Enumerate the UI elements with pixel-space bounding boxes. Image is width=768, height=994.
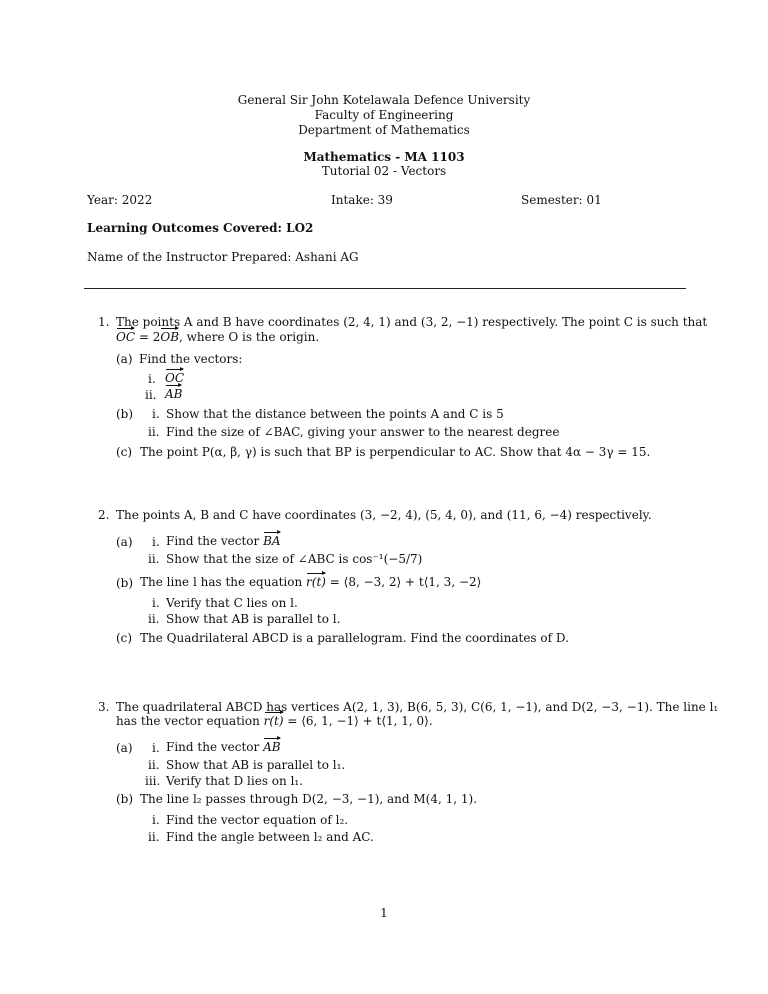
part-label: (a) (116, 741, 133, 755)
part-label: (c) (116, 631, 133, 645)
university-name: General Sir John Kotelawala Defence University (237, 93, 531, 107)
subpart-text: Verify that D lies on l₁. (166, 774, 304, 788)
subpart-text: Show that AB is parallel to l. (166, 612, 341, 626)
subpart-label: iii. (145, 774, 161, 788)
subpart-text: Find the vector AB (166, 737, 281, 754)
question-stem: The points A, B and C have coordinates (3, −2, 4), (5, 4, 0), and (11, 6, −4) respectively. (116, 508, 652, 522)
subpart-label: i. (152, 596, 160, 610)
subpart-label: i. (152, 535, 160, 549)
faculty-name: Faculty of Engineering (314, 108, 454, 122)
subpart-label: i. (148, 372, 156, 386)
vector-oc: OC (165, 368, 184, 384)
vector-ab: AB (165, 384, 182, 400)
header-divider (84, 288, 686, 289)
vector-ba: BA (263, 531, 280, 547)
subpart-label: ii. (148, 758, 160, 772)
semester-label: Semester: 01 (521, 193, 602, 207)
intake-label: Intake: 39 (331, 193, 393, 207)
vector-r-t: r(t) (264, 711, 284, 727)
part-label: (a) (116, 352, 133, 366)
subpart-label: ii. (148, 425, 160, 439)
subpart-text: Show that the size of ∠ABC is cos⁻¹(−5/7) (166, 552, 423, 566)
question-number: 3. (98, 700, 110, 714)
question-stem-line-2: has the vector equation r(t) = ⟨6, 1, −1⟩ + t⟨1, 1, 0⟩. (116, 711, 433, 728)
subpart-text: Verify that C lies on l. (166, 596, 298, 610)
year-label: Year: 2022 (87, 193, 153, 207)
subpart-label: ii. (148, 552, 160, 566)
vector-r-t: r(t) (306, 572, 326, 588)
subpart-label: ii. (145, 388, 157, 402)
question-number: 2. (98, 508, 110, 522)
tutorial-title: Tutorial 02 - Vectors (321, 164, 447, 178)
part-text: Find the vectors: (139, 352, 243, 366)
page-number: 1 (380, 906, 388, 920)
part-text: The line l₂ passes through D(2, −3, −1), and M(4, 1, 1). (140, 792, 478, 806)
part-text: The point P(α, β, γ) is such that BP is perpendicular to AC. Show that 4α − 3γ = 15. (140, 445, 651, 459)
subpart-text: Find the vector equation of l₂. (166, 813, 349, 827)
course-title: Mathematics - MA 1103 (303, 150, 465, 164)
part-label: (b) (116, 792, 134, 806)
subpart-text: Find the vector BA (166, 531, 281, 548)
part-label: (b) (116, 407, 134, 421)
part-text: The line l has the equation r(t) = ⟨8, −3, 2⟩ + t⟨1, 3, −2⟩ (140, 572, 481, 589)
part-label: (c) (116, 445, 133, 459)
vector-ob: OB (160, 327, 179, 343)
part-label: (a) (116, 535, 133, 549)
question-stem: The quadrilateral ABCD has vertices A(2, 1, 3), B(6, 5, 3), C(6, 1, −1), and D(2, −3, −1). The line l₁ (116, 700, 719, 714)
department-name: Department of Mathematics (298, 123, 470, 137)
subpart-text: Show that AB is parallel to l₁. (166, 758, 346, 772)
vector-ab: AB (263, 737, 280, 753)
subpart-text: Show that the distance between the points A and C is 5 (166, 407, 504, 421)
subpart-label: ii. (148, 830, 160, 844)
subpart-label: i. (152, 407, 160, 421)
vector-oc: OC (116, 327, 135, 343)
subpart-label: ii. (148, 612, 160, 626)
part-label: (b) (116, 576, 134, 590)
question-stem: The points A and B have coordinates (2, 4, 1) and (3, 2, −1) respectively. The point C is such that (116, 315, 708, 329)
subpart-label: i. (152, 813, 160, 827)
subpart-text: Find the size of ∠BAC, giving your answer to the nearest degree (166, 425, 560, 439)
subpart-text: Find the angle between l₂ and AC. (166, 830, 374, 844)
question-stem-line-2: OC = 2OB, where O is the origin. (116, 327, 319, 344)
part-text: The Quadrilateral ABCD is a parallelogram. Find the coordinates of D. (140, 631, 569, 645)
subpart-label: i. (152, 741, 160, 755)
question-number: 1. (98, 315, 110, 329)
instructor-name: Name of the Instructor Prepared: Ashani AG (87, 250, 359, 264)
learning-outcomes: Learning Outcomes Covered: LO2 (87, 221, 314, 235)
